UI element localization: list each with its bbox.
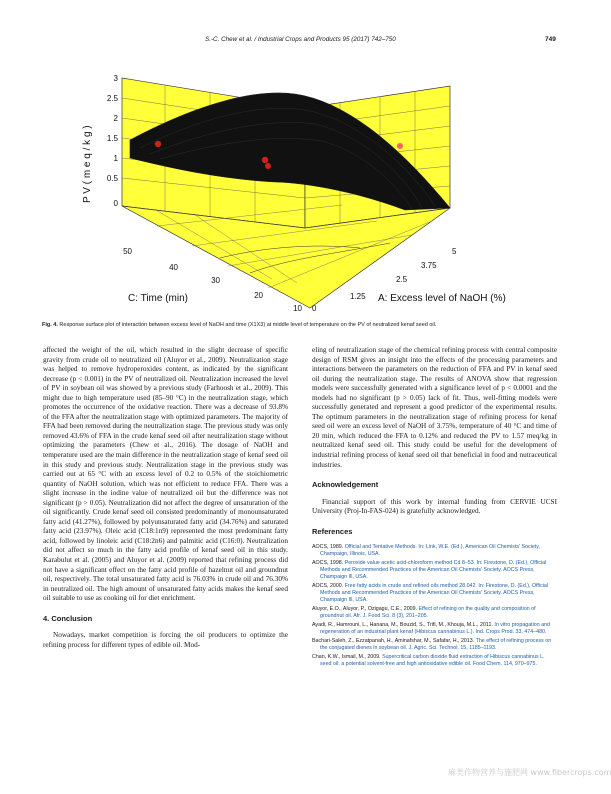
body-paragraph: Nowadays, market competition is forcing the oil producers to optimize the refining process for different types of edible oil. Mod- — [43, 631, 288, 649]
design-point — [265, 163, 271, 169]
reference-item: Chan, K.W., Ismail, M., 2009. Supercritical carbon dioxide fluid extraction of Hibiscus cannabinus L. seed oil: a potential solvent-free and high antioxidative edible oil. Food Chem. 114, 970–975. — [312, 654, 545, 668]
a-tick-label: 5 — [452, 247, 457, 256]
a-tick-label: 1.25 — [350, 292, 366, 301]
right-column — [312, 346, 557, 670]
z-tick-label: 1 — [113, 154, 118, 163]
c-tick-label: 30 — [211, 276, 220, 285]
reference-link[interactable]: Effect of refining on the quality and composition of groundnut oil. Afr. J. Food Sci. 8 (3), 201–205. — [320, 606, 536, 620]
z-ticks — [107, 74, 119, 208]
reference-item: AOCS, 2000. Free fatty acids in crude and refined oils method 28.042. In: Firestone, D. (Ed.), Official Methods and Recommended Practices of the American Oil Chemists' Society. AOCS Press, Champaign Ill, USA. — [312, 583, 549, 604]
reference-list — [312, 544, 557, 668]
figure-caption — [42, 322, 557, 328]
c-tick-label: 10 — [293, 304, 302, 313]
reference-link[interactable]: Supercritical carbon dioxide fluid extraction of Hibiscus cannabinus L. seed oil: a potential solvent-free and high antioxidative edible oil. Food Chem. 114, 970–975. — [320, 654, 545, 668]
body-paragraph: eling of neutralization stage of the chemical refining process with central composite design of RSM gives an insight into the effects of the processing parameters and interactions between the parameters on the reduction of FFA and PV in kenaf seed oil during the neutralization stage. The results of ANOVA show that regression models were successfully generated with a significance level of p < 0.0001 and the models had no significant (p > 0.05) lack of fit. Thus, well-fitting models were successfully generated and represent a good predictor of the experimental results. The optimum parameters in the neutralization stage of refining process for kenaf seed oil were an excess level of NaOH of 3.75%, temperature of 40 °C and time of 20 min, which reduced the FFA to 0.12% and reduced the PV to 1.57 meq/kg in neutralized kenaf seed oil. This study could be useful for the development of industrial refining process of kenaf seed oil that beneficial in food and nutraceutical industries. — [312, 346, 557, 469]
z-tick-label: 2.5 — [106, 94, 118, 103]
z-axis-label: P V ( m e q / k g ) — [82, 125, 93, 203]
reference-link[interactable]: Official and Tentative Methods. In: Link, W.E. (Ed.), American Oil Chemists' Society, Champaign, Illinois, USA. — [320, 544, 540, 558]
running-header: S.-C. Chew et al. / Industrial Crops and Products 95 (2017) 742–750 — [205, 36, 396, 43]
z-tick-label: 0 — [113, 199, 118, 208]
response-surface-figure — [60, 58, 540, 318]
acknowledgement-text: Financial support of this work by internal funding from CERVIE UCSI University (Proj-In-FAS-024) is gratefully acknowledged. — [312, 497, 557, 516]
reference-item: Ayadi, R., Hamrouni, L., Hanana, M., Bouzid, S., Trifi, M., Khouja, M.L., 2011. In vitro propagation and regeneration of an industrial plant kenaf (Hibiscus cannabinus L.). Ind. Crops Prod. 33, 474–480. — [312, 622, 550, 636]
reference-link[interactable]: Free fatty acids in crude and refined oils method 28.042. In: Firestone, D. (Ed.), Official Methods and Recommended Practices of the American Oil Chemists' Society. AOCS Press, Champaign Ill, USA. — [320, 583, 549, 604]
c-tick-label: 20 — [254, 291, 263, 300]
z-tick-label: 0.5 — [106, 174, 118, 183]
caption-text: Response surface plot of interaction between excess level of NaOH and time (X1X3) at middle level of temperature on the PV of neutralized kenaf seed oil. — [57, 322, 437, 328]
c-tick-label: 40 — [169, 263, 178, 272]
z-tick-label: 3 — [113, 74, 118, 83]
caption-label: Fig. 4. — [42, 322, 58, 328]
left-column — [43, 346, 288, 650]
c-tick-label: 50 — [123, 247, 132, 256]
page-number: 749 — [545, 36, 556, 43]
z-tick-label: 2 — [113, 114, 118, 123]
reference-item: Aluyor, E.O., Aluyor, P., Ozigagu, C.E., 2009. Effect of refining on the quality and composition of groundnut oil. Afr. J. Food Sci. 8 (3), 201–205. — [312, 606, 536, 620]
reference-link[interactable]: In vitro propagation and regeneration of an industrial plant kenaf (Hibiscus cannabinus L.). Ind. Crops Prod. 33, 474–480. — [320, 622, 550, 636]
section-heading-conclusion: 4. Conclusion — [43, 613, 93, 623]
a-tick-label: 3.75 — [421, 261, 437, 270]
reference-link[interactable]: The effect of refining process on the conjugated dienes in soybean oil. J. Agric. Sci. Technol. 15, 1185–1193. — [320, 638, 552, 652]
section-heading-references: References — [312, 526, 353, 536]
response-surface-plot — [60, 58, 540, 318]
watermark: 麻类作物营养与施肥网 www.fibercrops.com — [448, 768, 611, 777]
c-axis-label: C: Time (min) — [128, 293, 188, 304]
a-tick-label: 2.5 — [396, 275, 408, 284]
a-tick-label: 0 — [312, 304, 317, 313]
reference-link[interactable]: Peroxide value acetic acid-chloroform method Cd 8–53. In: Firestone, D. (Ed.), Official Methods and Recommended Practices of the American Oil Chemists' Society. AOCS Press, Champaign Ill, USA. — [320, 560, 547, 581]
design-point — [262, 157, 268, 163]
design-point — [155, 141, 161, 147]
z-tick-label: 1.5 — [106, 134, 118, 143]
section-heading-acknowledgement: Acknowledgement — [312, 480, 379, 490]
body-paragraph: affected the weight of the oil, which resulted in the slight decrease of specific gravity from crude oil to neutralized oil (Aluyor et al., 2009). Neutralization stage was helped to remove hydroperoxides content, as indicated by the significant decrease (p < 0.001) in the PV of neutralized oil. Neutralization increased the level of PV in soybean oil was showed by a previous study (Farhoosh et al., 2009). This might due to high temperature used (85–90 °C) in the neutralization stage, which promotes the occurrence of the oxidative reaction. There was a decrease of 93.8% of the FFA after the neutralization stage with optimized parameters. The majority of FFA had been removed during the neutralization stage. The previous study was only removed 43.6% of FFA in the crude kenaf seed oil after neutralization stage without optimizing the parameters (Chew et al., 2016). The dosage of NaOH and temperature used are the main difference in the neutralization stage of kenaf seed oil in this study and previous study. Neutralization stage in the previous study was carried out at 65 °C with an excess level of 0.2 to 0.5% of the stoichiometric quantity of NaOH solution, which was not efficient to reduce FFA. There was a slight increase in the iodine value of neutralized oil but the difference was not significant (p > 0.05). Neutralization did not affect the degree of unsaturation of the oil significantly. Crude kenaf seed oil consisted predominantly of monounsaturated fatty acid (41.27%), followed by polyunsaturated fatty acid (34.76%) and saturated fatty acid (23.97%). Oleic acid (C18:1n9) represented the most predominant fatty acid, followed by linoleic acid (C18:2n6) and palmitic acid (C16:0). Neutralization did not affect so much in the fatty acid profile of kenaf seed oil in this study. Karabulut et al. (2005) and Aluyor et al. (2009) reported that refining process did not have a significant effect on the fatty acid profile of hazelnut oil and groundnut oil, respectively. The total unsaturated fatty acid is 76.03% in crude oil and 76.30% in neutralized oil. The high amount of unsaturated fatty acids makes the kenaf seed oil suitable to use as cooking oil for diet enrichment. — [43, 346, 288, 603]
reference-item: AOCS, 1989. Official and Tentative Methods. In: Link, W.E. (Ed.), American Oil Chemists' Society, Champaign, Illinois, USA. — [312, 544, 540, 558]
design-point — [397, 143, 403, 149]
reference-item: Bachari-Saleh, Z., Ezzatpanah, H., Aminafshar, M., Safafar, H., 2013. The effect of refining process on the conjugated dienes in soybean oil. J. Agric. Sci. Technol. 15, 1185–1193. — [312, 638, 552, 652]
a-axis-label: A: Excess level of NaOH (%) — [378, 293, 506, 304]
reference-item: AOCS, 1998. Peroxide value acetic acid-chloroform method Cd 8–53. In: Firestone, D. (Ed.), Official Methods and Recommended Practices of the American Oil Chemists' Society. AOCS Press, Champaign Ill, USA. — [312, 560, 547, 581]
